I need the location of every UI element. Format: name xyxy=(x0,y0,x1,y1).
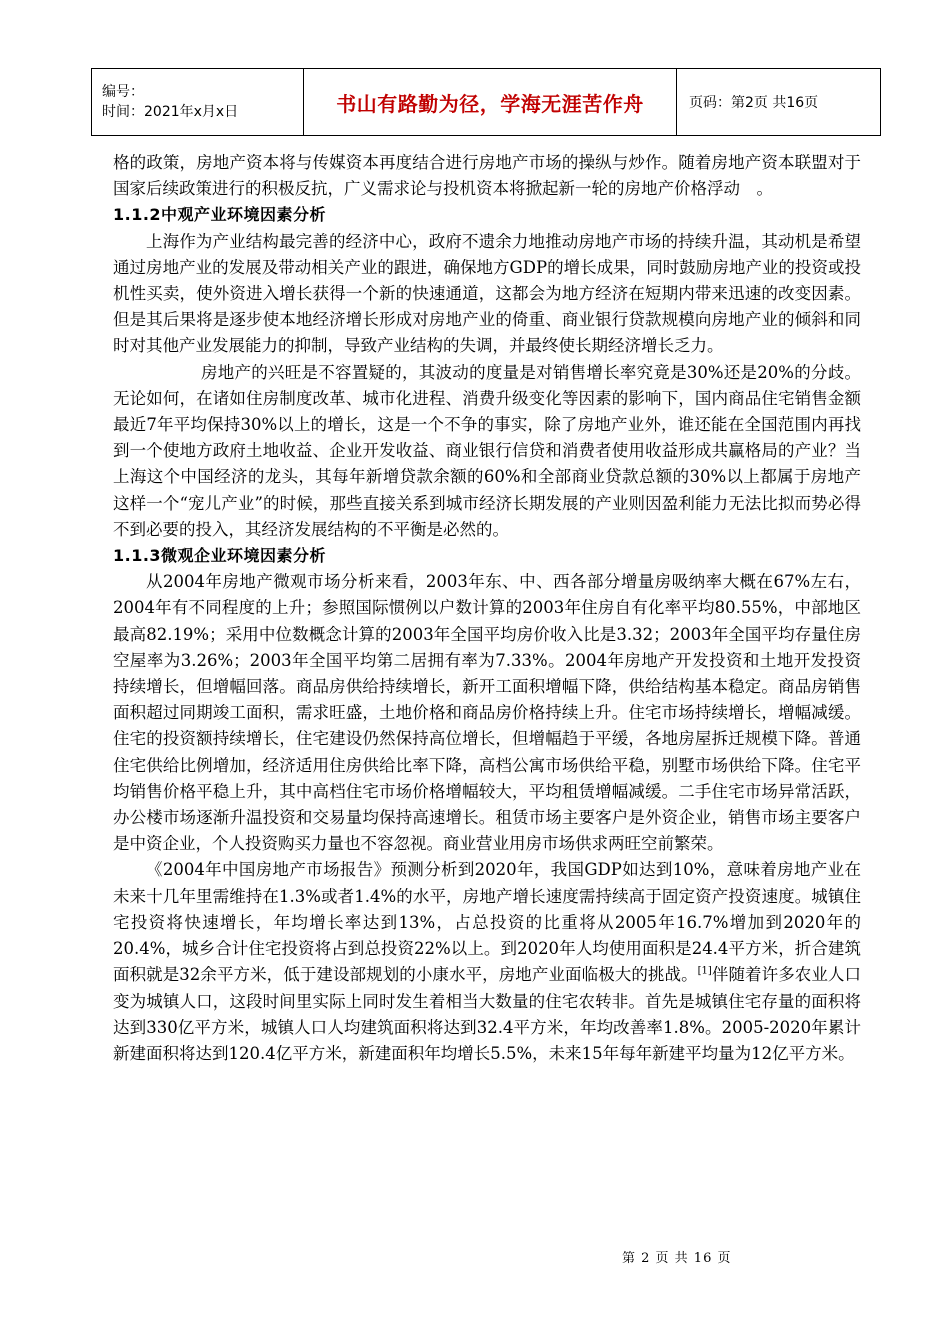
citation-ref[interactable]: [1] xyxy=(697,965,712,977)
paragraph-3: 房地产的兴旺是不容置疑的，其波动的度量是对销售增长率究竟是30%还是20%的分歧。无论如何，在诸如住房制度改革、城市化进程、消费升级变化等因素的影响下，国内商品住宅销售金额最近7年平均保持30%以上的增长，这是一个不争的事实，除了房地产业外，谁还能在全国范围内再找到一个使地方政府土地收益、企业开发收益、商业银行信贷和消费者使用收益形成共赢格局的产业？当上海这个中国经济的龙头，其每年新增贷款余额的60%和全部商业贷款总额的30%以上都属于房地产这样一个“宠儿产业”的时候，那些直接关系到城市经济长期发展的产业则因盈利能力无法比拟而势必得不到必要的投入，其经济发展结构的不平衡是必然的。 xyxy=(113,362,861,539)
paragraph-5 xyxy=(113,857,861,1067)
page-footer: 第 2 页 共 16 页 xyxy=(622,1251,732,1266)
paragraph-4: 从2004年房地产微观市场分析来看，2003年东、中、西各部分增量房吸纳率大概在67%左右，2004年有不同程度的上升；参照国际惯例以户数计算的2003年住房自有化率平均80.55%，中部地区最高82.19%；采用中位数概念计算的2003年全国平均房价收入比是3.32；2003年全国平均存量住房空屋率为3.26%；2003年全国平均第二居拥有率为7.33%。2004年房地产开发投资和土地开发投资持续增长，但增幅回落。商品房供给持续增长，新开工面积增幅下降，供给结构基本稳定。商品房销售面积超过同期竣工面积，需求旺盛，土地价格和商品房价格持续上升。住宅市场持续增长，增幅减缓。住宅的投资额持续增长，住宅建设仍然保持高位增长，但增幅趋于平缓，各地房屋拆迁规模下降。普通住宅供给比例增加，经济适用住房供给比率下降，高档公寓市场供给平稳，别墅市场供给下降。住宅平均销售价格平稳上升，其中高档住宅市场价格增幅较大，平均租赁增幅减缓。二手住宅市场异常活跃，办公楼市场逐渐升温投资和交易量均保持高速增长。租赁市场主要客户是外资企业，销售市场主要客户是中资企业，个人投资购买力量也不容忽视。商业营业用房市场供求两旺空前繁荣。 xyxy=(113,572,861,854)
time-label: 时间：2021年x月x日 xyxy=(102,104,239,120)
paragraph-1: 格的政策，房地产资本将与传媒资本再度结合进行房地产市场的操纵与炒作。随着房地产资本联盟对于国家后续政策进行的积极反抗，广义需求论与投机资本将掀起新一轮的房地产价格浮动 。 xyxy=(113,153,861,199)
paragraph-5-part-b: 伴随着许多农业人口变为城镇人口，这段时间里实际上同时发生着相当大数量的住宅农转非。首先是城镇住宅存量的面积将达到330亿平方米，城镇人口人均建筑面积将达到32.4平方米，年均改善率1.8%。2005-2020年累计新建面积将达到120.4亿平方米，新建面积年均增长5.5%，未来15年每年新建平均量为12亿平方米。 xyxy=(113,965,862,1063)
header-table xyxy=(91,68,881,136)
document-body xyxy=(113,150,861,1067)
header-page-info: 页码：第2页 共16页 xyxy=(677,69,881,136)
section-heading-1-1-2: 1.1.2中观产业环境因素分析 xyxy=(113,205,327,225)
code-label: 编号： xyxy=(102,84,144,100)
header-meta-cell xyxy=(92,69,304,136)
paragraph-2: 上海作为产业结构最完善的经济中心，政府不遗余力地推动房地产市场的持续升温，其动机是希望通过房地产业的发展及带动相关产业的跟进，确保地方GDP的增长成果，同时鼓励房地产业的投资或投机性买卖，使外资进入增长获得一个新的快速通道，这都会为地方经济在短期内带来迅速的改变因素。但是其后果将是逐步使本地经济增长形成对房地产业的倚重、商业银行贷款规模向房地产业的倾斜和同时对其他产业发展能力的抑制，导致产业结构的失调，并最终使长期经济增长乏力。 xyxy=(113,231,861,356)
section-heading-1-1-3: 1.1.3微观企业环境因素分析 xyxy=(113,546,327,566)
header-motto: 书山有路勤为径，学海无涯苦作舟 xyxy=(304,69,677,136)
paragraph-5-part-a: 《2004年中国房地产市场报告》预测分析到2020年，我国GDP如达到10%，意味着房地产业在未来十几年里需维持在1.3%或者1.4%的水平，房地产增长速度需持续高于固定资产投资速度。城镇住宅投资将快速增长，年均增长率达到13%，占总投资的比重将从2005年16.7%增加到2020年的20.4%，城乡合计住宅投资将占到总投资22%以上。到2020年人均使用面积是24.4平方米，折合建筑面积就是32余平方米，低于建设部规划的小康水平，房地产业面临极大的挑战。 xyxy=(113,860,861,985)
